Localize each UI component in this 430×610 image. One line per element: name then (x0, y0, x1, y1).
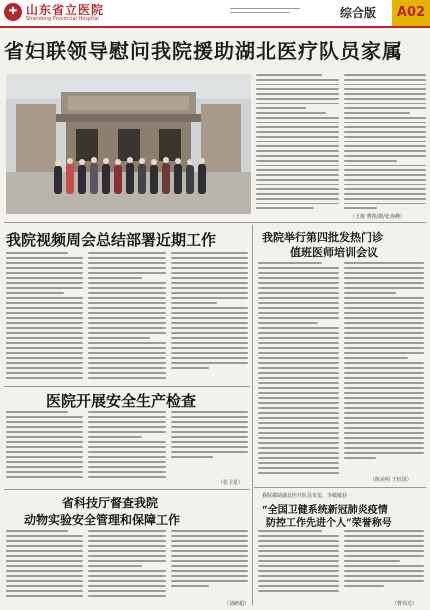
article-1-body (6, 252, 248, 384)
masthead-logo-subtitle: Shandong Provincial Hospital (26, 16, 99, 22)
page-number-badge: A02 (392, 0, 430, 26)
article-5-headline-line2: 防控工作先进个人”荣誉称号 (266, 518, 392, 529)
divider (4, 489, 250, 490)
column-divider (252, 225, 253, 605)
divider (4, 222, 426, 223)
article-2-headline-line2: 值班医师培训会议 (290, 246, 378, 259)
article-5-headline: “全国卫健系统新冠肺炎疫情 (262, 505, 388, 516)
masthead-issue-info (230, 5, 300, 13)
article-3-headline: 医院开展安全生产检查 (46, 392, 197, 410)
divider (4, 386, 250, 387)
article-2-body (258, 262, 424, 482)
article-3-byline: （张卫星） (218, 480, 244, 486)
article-2-byline: （陈美明 王恒国） (370, 477, 412, 483)
hospital-logo-icon: ✚ (4, 3, 22, 21)
article-1-headline: 我院视频周会总结部署近期工作 (6, 231, 217, 249)
section-name: 综合版 (340, 6, 377, 20)
article-3-body (6, 411, 248, 487)
article-5-body (258, 530, 424, 598)
article-4-headline: 省科技厅督查我院 (62, 496, 159, 510)
masthead (0, 0, 430, 28)
article-4-headline-line2: 动物实验安全管理和保障工作 (24, 513, 181, 527)
article-5-kicker: 我院援助湖北医疗队员朱玺、李敏敏获 (262, 493, 348, 499)
article-4-byline: （刘研超） (224, 601, 250, 607)
masthead-logo-title: 山东省立医院 (26, 3, 105, 17)
lead-photo-credit: （王俊 曹凯/摄/张海峰） (350, 214, 405, 220)
lead-article-body (256, 74, 426, 224)
article-5-byline: （曹伟达） (392, 601, 418, 607)
lead-photo (6, 74, 251, 214)
divider (254, 487, 426, 488)
lead-headline: 省妇联领导慰问我院援助湖北医疗队员家属 (4, 39, 403, 63)
article-4-body (6, 530, 248, 604)
article-2-headline: 我院举行第四批发热门诊 (262, 231, 383, 244)
